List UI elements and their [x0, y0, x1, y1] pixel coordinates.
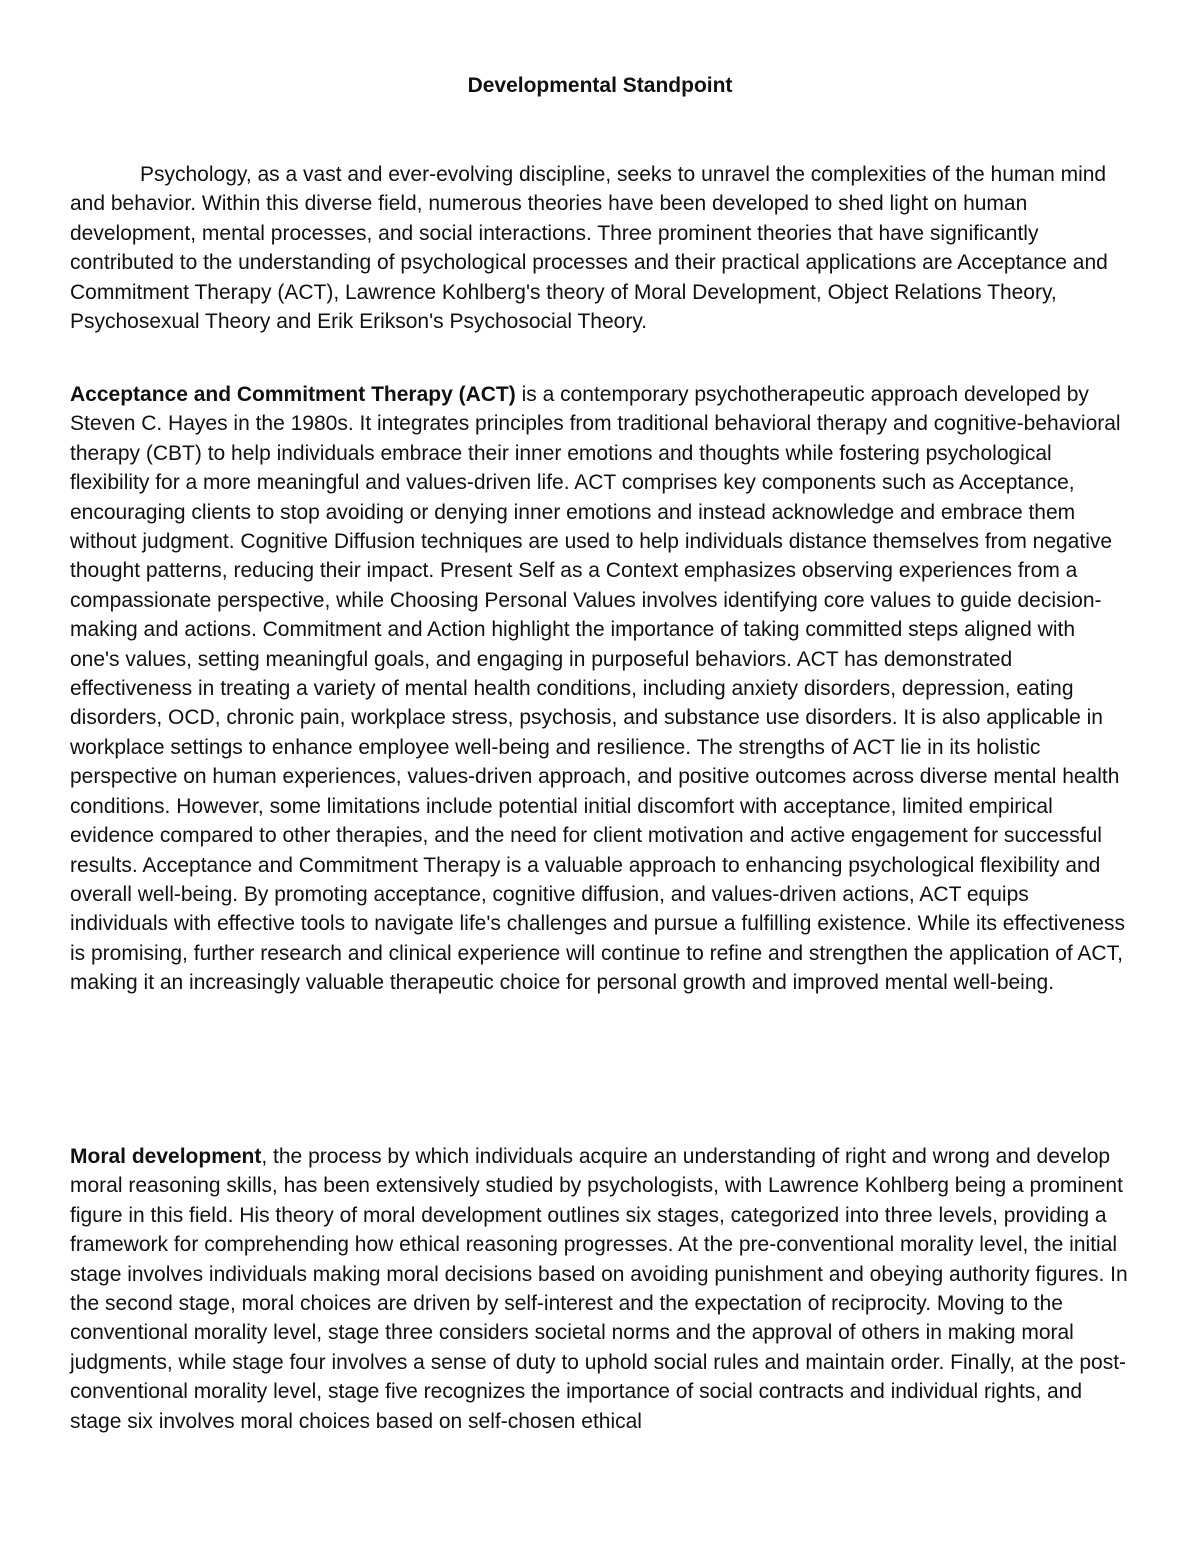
act-text: is a contemporary psychotherapeutic approach developed by Steven C. Hayes in the 1980s. It integrates principles from traditional behavioral therapy and cognitive-behavioral therapy (CBT) to help individuals embrace their inner emotions and thoughts while fostering psychological flexibility for a more meaningful and values-driven life. ACT comprises key components such as Acceptance, encouraging clients to stop avoiding or denying inner emotions and instead acknowledge and embrace them without judgment. Cognitive Diffusion techniques are used to help individuals distance themselves from negative thought patterns, reducing their impact. Present Self as a Context emphasizes observing experiences from a compassionate perspective, while Choosing Personal Values involves identifying core values to guide decision-making and actions. Commitment and Action highlight the importance of taking committed steps aligned with one's values, setting meaningful goals, and engaging in purposeful behaviors. ACT has demonstrated effectiveness in treating a variety of mental health conditions, including anxiety disorders, depression, eating disorders, OCD, chronic pain, workplace stress, psychosis, and substance use disorders. It is also applicable in workplace settings to enhance employee well-being and resilience. The strengths of ACT lie in its holistic perspective on human experiences, values-driven approach, and positive outcomes across diverse mental health conditions. However, some limitations include potential initial discomfort with acceptance, limited empirical evidence compared to other therapies, and the need for client motivation and active engagement for successful results. Acceptance and Commitment Therapy is a valuable approach to enhancing psychological flexibility and overall well-being. By promoting acceptance, cognitive diffusion, and values-driven actions, ACT equips individuals with effective tools to navigate life's challenges and pursue a fulfilling existence. While its effectiveness is promising, further research and clinical experience will continue to refine and strengthen the application of ACT, making it an increasingly valuable therapeutic choice for personal growth and improved mental well-being.	[70, 383, 1125, 995]
moral-text: , the process by which individuals acquire an understanding of right and wrong and develop moral reasoning skills, has been extensively studied by psychologists, with Lawrence Kohlberg being a prominent figure in this field. His theory of moral development outlines six stages, categorized into three levels, providing a framework for comprehending how ethical reasoning progresses. At the pre-conventional morality level, the initial stage involves individuals making moral decisions based on avoiding punishment and obeying authority figures. In the second stage, moral choices are driven by self-interest and the expectation of reciprocity. Moving to the conventional morality level, stage three considers societal norms and the approval of others in making moral judgments, while stage four involves a sense of duty to uphold social rules and maintain order. Finally, at the post-conventional morality level, stage five recognizes the importance of social contracts and individual rights, and stage six involves moral choices based on self-chosen ethical	[70, 1145, 1128, 1433]
document-title: Developmental Standpoint	[467, 74, 733, 97]
intro-paragraph: Psychology, as a vast and ever-evolving discipline, seeks to unravel the complexities of the human mind and behavior. Within this diverse field, numerous theories have been developed to shed light on human development, mental processes, and social interactions. Three prominent theories that have significantly contributed to the understanding of psychological processes and their practical applications are Acceptance and Commitment Therapy (ACT), Lawrence Kohlberg's theory of Moral Development, Object Relations Theory, Psychosexual Theory and Erik Erikson's Psychosocial Theory.	[70, 163, 1108, 334]
act-paragraph	[70, 380, 1130, 998]
moral-heading: Moral development	[70, 1145, 262, 1168]
moral-paragraph	[70, 1142, 1130, 1436]
act-heading: Acceptance and Commitment Therapy (ACT)	[70, 383, 516, 406]
